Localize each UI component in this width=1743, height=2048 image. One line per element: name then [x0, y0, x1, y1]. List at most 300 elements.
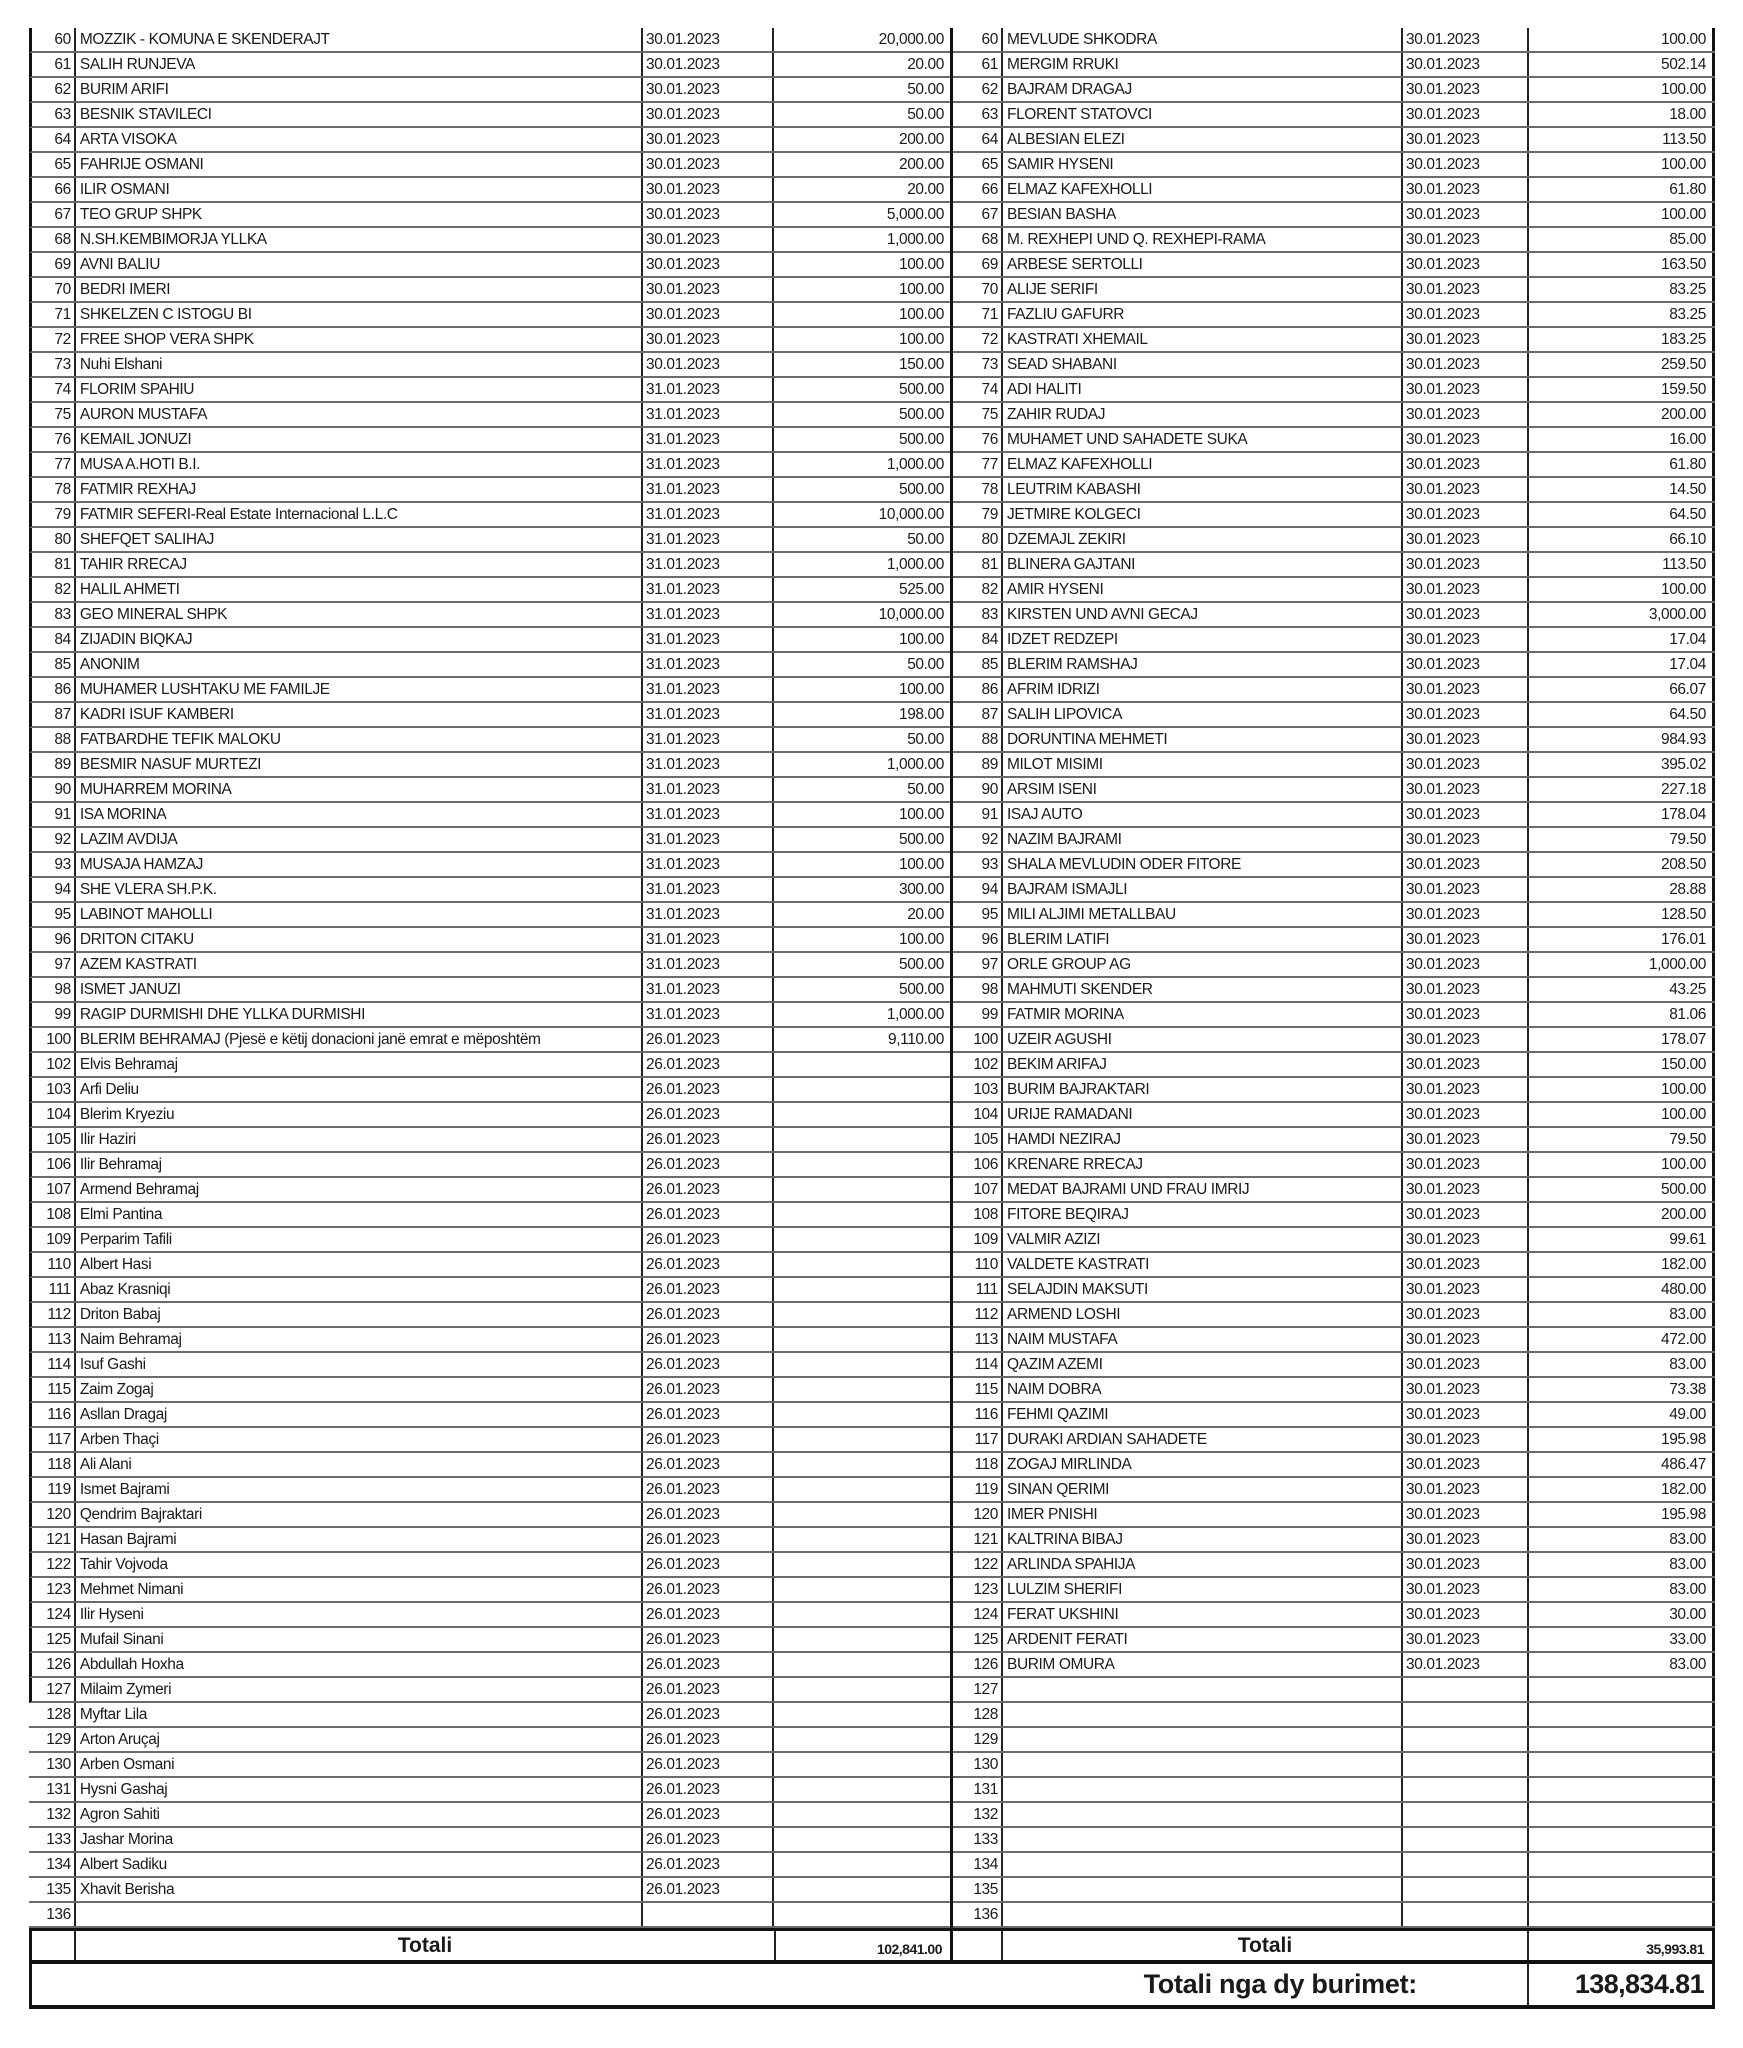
donation-date: 30.01.2023 [1403, 78, 1529, 101]
donation-amount: 100.00 [898, 331, 944, 348]
donor-name [1003, 1728, 1403, 1751]
row-number: 127 [953, 1678, 1003, 1701]
donation-amount: 18.00 [1529, 103, 1715, 126]
donation-date: 30.01.2023 [1403, 1128, 1529, 1151]
donor-name [76, 1903, 643, 1926]
donation-date: 26.01.2023 [643, 1128, 774, 1151]
donation-date: 31.01.2023 [643, 978, 774, 1001]
left-total-amount: 102,841.00 [876, 1941, 942, 1957]
donor-name: Zaim Zogaj [76, 1378, 643, 1401]
row-number: 90 [953, 778, 1003, 801]
donor-name: LAZIM AVDIJA [76, 828, 643, 851]
left-table-row [29, 1428, 950, 1453]
right-table-row [953, 128, 1715, 153]
donation-amount [774, 1803, 950, 1826]
right-table-row [953, 703, 1715, 728]
right-table-row [953, 378, 1715, 403]
donation-amount: 200.00 [1529, 403, 1715, 426]
donation-amount: 500.00 [898, 831, 944, 848]
donation-date: 30.01.2023 [1403, 1203, 1529, 1226]
donor-name: ZOGAJ MIRLINDA [1003, 1453, 1403, 1476]
donor-name: AFRIM IDRIZI [1003, 678, 1403, 701]
donor-name: GEO MINERAL SHPK [76, 603, 643, 626]
donation-amount: 113.50 [1529, 128, 1715, 151]
donation-date: 30.01.2023 [1403, 1253, 1529, 1276]
row-number: 125 [32, 1628, 76, 1651]
row-number: 93 [32, 853, 76, 876]
donation-date [1403, 1753, 1529, 1776]
donor-name: SALIH RUNJEVA [76, 53, 643, 76]
right-table-row [953, 1728, 1715, 1753]
donation-date: 30.01.2023 [1403, 253, 1529, 276]
donation-date: 31.01.2023 [643, 953, 774, 976]
right-table-row [953, 1028, 1715, 1053]
left-table-row [29, 253, 950, 278]
donor-name: Hysni Gashaj [76, 1778, 643, 1801]
row-number: 64 [32, 128, 76, 151]
donation-amount: 1,000.00 [886, 1006, 944, 1023]
donation-amount [774, 1453, 950, 1476]
right-table-row [953, 1228, 1715, 1253]
row-number: 132 [953, 1803, 1003, 1826]
donation-amount: 33.00 [1529, 1628, 1715, 1651]
donation-date: 26.01.2023 [643, 1153, 774, 1176]
donation-date: 26.01.2023 [643, 1678, 774, 1701]
donation-date: 30.01.2023 [1403, 1003, 1529, 1026]
donor-name: TAHIR RRECAJ [76, 553, 643, 576]
left-table-row [29, 1753, 950, 1778]
row-number: 131 [953, 1778, 1003, 1801]
donation-date: 30.01.2023 [1403, 1403, 1529, 1426]
row-number: 121 [32, 1528, 76, 1551]
donation-date: 30.01.2023 [1403, 1453, 1529, 1476]
donor-name: FATBARDHE TEFIK MALOKU [76, 728, 643, 751]
donation-amount: 20.00 [907, 906, 944, 923]
donor-name: DURAKI ARDIAN SAHADETE [1003, 1428, 1403, 1451]
donation-date: 31.01.2023 [643, 503, 774, 526]
donation-amount [774, 1703, 950, 1726]
donor-name [1003, 1703, 1403, 1726]
donor-name: DZEMAJL ZEKIRI [1003, 528, 1403, 551]
donation-amount: 198.00 [898, 706, 944, 723]
donation-amount: 100.00 [1529, 153, 1715, 176]
donation-amount: 178.04 [1529, 803, 1715, 826]
donation-date: 31.01.2023 [643, 378, 774, 401]
donor-name: M. REXHEPI UND Q. REXHEPI-RAMA [1003, 228, 1403, 251]
donation-date: 30.01.2023 [1403, 1503, 1529, 1526]
donation-amount: 176.01 [1529, 928, 1715, 951]
row-number: 94 [953, 878, 1003, 901]
row-number: 112 [32, 1303, 76, 1326]
donation-amount [774, 1828, 950, 1851]
row-number: 130 [953, 1753, 1003, 1776]
right-table-row [953, 978, 1715, 1003]
right-table-row [953, 353, 1715, 378]
row-number: 113 [953, 1328, 1003, 1351]
donor-name: SHEFQET SALIHAJ [76, 528, 643, 551]
donation-amount: 200.00 [898, 156, 944, 173]
right-table-row [953, 1303, 1715, 1328]
row-number: 119 [32, 1478, 76, 1501]
donation-amount: 10,000.00 [878, 506, 944, 523]
donation-date: 30.01.2023 [1403, 103, 1529, 126]
row-number: 63 [32, 103, 76, 126]
donor-name: KADRI ISUF KAMBERI [76, 703, 643, 726]
row-number: 62 [32, 78, 76, 101]
right-table-row [953, 1578, 1715, 1603]
donor-name: ARTA VISOKA [76, 128, 643, 151]
donation-amount: 28.88 [1529, 878, 1715, 901]
donor-name: Mufail Sinani [76, 1628, 643, 1651]
donor-name: ISA MORINA [76, 803, 643, 826]
row-number: 82 [953, 578, 1003, 601]
donation-amount: 14.50 [1529, 478, 1715, 501]
row-number: 102 [953, 1053, 1003, 1076]
donation-date: 26.01.2023 [643, 1453, 774, 1476]
right-table-row [953, 1528, 1715, 1553]
donation-date: 31.01.2023 [643, 753, 774, 776]
donation-amount [774, 1253, 950, 1276]
row-number: 111 [32, 1278, 76, 1301]
row-number: 95 [32, 903, 76, 926]
row-number: 66 [32, 178, 76, 201]
right-table-row [953, 778, 1715, 803]
donation-date: 30.01.2023 [1403, 128, 1529, 151]
donor-name: Isuf Gashi [76, 1353, 643, 1376]
donation-date: 31.01.2023 [643, 853, 774, 876]
right-table-row [953, 278, 1715, 303]
left-table-row [29, 1853, 950, 1878]
donation-date: 30.01.2023 [1403, 328, 1529, 351]
row-number: 70 [32, 278, 76, 301]
donor-name: MILI ALJIMI METALLBAU [1003, 903, 1403, 926]
row-number: 79 [953, 503, 1003, 526]
donation-date: 30.01.2023 [1403, 378, 1529, 401]
row-number: 61 [32, 53, 76, 76]
row-number: 110 [32, 1253, 76, 1276]
right-table-row [953, 1428, 1715, 1453]
donation-amount: 500.00 [898, 956, 944, 973]
donor-name: BESNIK STAVILECI [76, 103, 643, 126]
row-number: 123 [32, 1578, 76, 1601]
donation-date: 31.01.2023 [643, 453, 774, 476]
left-table-row [29, 978, 950, 1003]
right-table-row [953, 1078, 1715, 1103]
donation-date: 30.01.2023 [643, 103, 774, 126]
donor-name: SELAJDIN MAKSUTI [1003, 1278, 1403, 1301]
row-number: 98 [953, 978, 1003, 1001]
right-table-row [953, 828, 1715, 853]
donation-date: 30.01.2023 [643, 28, 774, 51]
donor-name: Xhavit Berisha [76, 1878, 643, 1901]
donation-date: 26.01.2023 [643, 1578, 774, 1601]
row-number: 132 [32, 1803, 76, 1826]
donation-date: 31.01.2023 [643, 678, 774, 701]
right-table-row [953, 903, 1715, 928]
donation-date: 30.01.2023 [643, 203, 774, 226]
right-table-row [953, 1328, 1715, 1353]
donation-date: 30.01.2023 [1403, 503, 1529, 526]
donation-amount [774, 1478, 950, 1501]
row-number: 71 [953, 303, 1003, 326]
row-number: 85 [32, 653, 76, 676]
donation-date: 30.01.2023 [1403, 453, 1529, 476]
donation-amount: 20.00 [907, 56, 944, 73]
right-table-row [953, 1378, 1715, 1403]
grand-total-label: Totali nga dy burimet: [32, 1964, 1529, 2005]
donation-amount [774, 1178, 950, 1201]
donation-date: 31.01.2023 [643, 1003, 774, 1026]
row-number: 122 [32, 1553, 76, 1576]
donation-date: 31.01.2023 [643, 903, 774, 926]
right-table-row [953, 253, 1715, 278]
donor-name: FAHRIJE OSMANI [76, 153, 643, 176]
row-number: 112 [953, 1303, 1003, 1326]
donation-amount [774, 1203, 950, 1226]
row-number: 123 [953, 1578, 1003, 1601]
donation-date: 26.01.2023 [643, 1053, 774, 1076]
right-table-row [953, 1903, 1715, 1928]
donor-name: ORLE GROUP AG [1003, 953, 1403, 976]
donation-amount: 200.00 [1529, 1203, 1715, 1226]
donor-name: N.SH.KEMBIMORJA YLLKA [76, 228, 643, 251]
donations-grid [29, 28, 1715, 1928]
row-number: 109 [32, 1228, 76, 1251]
row-number: 75 [953, 403, 1003, 426]
right-donations-table [950, 28, 1715, 1928]
row-number: 71 [32, 303, 76, 326]
donor-name: MEVLUDE SHKODRA [1003, 28, 1403, 51]
donor-name: SEAD SHABANI [1003, 353, 1403, 376]
row-number: 108 [953, 1203, 1003, 1226]
left-table-row [29, 703, 950, 728]
donation-date: 30.01.2023 [1403, 403, 1529, 426]
donation-amount [1529, 1778, 1715, 1801]
row-number: 135 [953, 1878, 1003, 1901]
row-number: 100 [953, 1028, 1003, 1051]
donor-name: NAZIM BAJRAMI [1003, 828, 1403, 851]
row-number: 104 [953, 1103, 1003, 1126]
donation-amount: 49.00 [1529, 1403, 1715, 1426]
left-table-row [29, 503, 950, 528]
donation-amount: 100.00 [898, 856, 944, 873]
left-table-row [29, 228, 950, 253]
donation-amount [1529, 1878, 1715, 1901]
donation-amount: 984.93 [1529, 728, 1715, 751]
donation-amount: 200.00 [898, 131, 944, 148]
donation-date: 26.01.2023 [643, 1103, 774, 1126]
donor-name: MUSA A.HOTI B.I. [76, 453, 643, 476]
donation-amount: 100.00 [1529, 78, 1715, 101]
donation-amount [1529, 1853, 1715, 1876]
left-table-row [29, 1778, 950, 1803]
donation-date: 26.01.2023 [643, 1553, 774, 1576]
donation-date: 30.01.2023 [643, 353, 774, 376]
left-table-row [29, 553, 950, 578]
row-number: 60 [32, 28, 76, 51]
row-number: 90 [32, 778, 76, 801]
donor-name: BURIM OMURA [1003, 1653, 1403, 1676]
donation-amount: 17.04 [1529, 628, 1715, 651]
donation-amount: 182.00 [1529, 1478, 1715, 1501]
donation-date: 26.01.2023 [643, 1203, 774, 1226]
row-number: 87 [32, 703, 76, 726]
donation-date: 30.01.2023 [1403, 153, 1529, 176]
donor-name: AZEM KASTRATI [76, 953, 643, 976]
donor-name: ARLINDA SPAHIJA [1003, 1553, 1403, 1576]
donor-name: ZAHIR RUDAJ [1003, 403, 1403, 426]
left-table-row [29, 1078, 950, 1103]
donation-amount: 3,000.00 [1529, 603, 1715, 626]
row-number: 91 [953, 803, 1003, 826]
donor-name: ARDENIT FERATI [1003, 1628, 1403, 1651]
left-table-row [29, 128, 950, 153]
row-number: 128 [953, 1703, 1003, 1726]
donor-name: Elmi Pantina [76, 1203, 643, 1226]
row-number: 99 [32, 1003, 76, 1026]
donor-name [1003, 1678, 1403, 1701]
donation-date: 26.01.2023 [643, 1628, 774, 1651]
row-number: 110 [953, 1253, 1003, 1276]
left-table-row [29, 1153, 950, 1178]
donor-name [1003, 1778, 1403, 1801]
donor-name: NAIM DOBRA [1003, 1378, 1403, 1401]
donation-amount [774, 1628, 950, 1651]
row-number: 72 [953, 328, 1003, 351]
donor-name: ISMET JANUZI [76, 978, 643, 1001]
donation-date: 30.01.2023 [1403, 878, 1529, 901]
left-table-row [29, 453, 950, 478]
donor-name: KEMAIL JONUZI [76, 428, 643, 451]
row-number: 105 [32, 1128, 76, 1151]
donation-date: 30.01.2023 [1403, 1053, 1529, 1076]
donor-name: SALIH LIPOVICA [1003, 703, 1403, 726]
donation-amount: 500.00 [1529, 1178, 1715, 1201]
donation-amount: 500.00 [898, 381, 944, 398]
donation-amount: 50.00 [907, 531, 944, 548]
right-table-row [953, 28, 1715, 53]
row-number: 116 [953, 1403, 1003, 1426]
donation-date: 31.01.2023 [643, 628, 774, 651]
donation-date: 31.01.2023 [643, 478, 774, 501]
left-table-row [29, 1453, 950, 1478]
row-number: 62 [953, 78, 1003, 101]
donation-amount: 500.00 [898, 481, 944, 498]
donation-amount [774, 1678, 950, 1701]
donation-amount [774, 1353, 950, 1376]
donation-date: 26.01.2023 [643, 1778, 774, 1801]
donation-date: 26.01.2023 [643, 1878, 774, 1901]
row-number: 133 [953, 1828, 1003, 1851]
donor-name: MAHMUTI SKENDER [1003, 978, 1403, 1001]
donation-amount [1529, 1753, 1715, 1776]
donation-amount: 100.00 [898, 931, 944, 948]
donation-amount: 50.00 [907, 656, 944, 673]
donor-name: Driton Babaj [76, 1303, 643, 1326]
donation-amount [774, 1728, 950, 1751]
donation-amount: 480.00 [1529, 1278, 1715, 1301]
donor-name [1003, 1903, 1403, 1926]
donation-amount: 9,110.00 [888, 1031, 944, 1048]
donation-amount: 64.50 [1529, 703, 1715, 726]
donor-name: Qendrim Bajraktari [76, 1503, 643, 1526]
donor-name: Albert Hasi [76, 1253, 643, 1276]
donation-date: 31.01.2023 [643, 778, 774, 801]
donor-name: LABINOT MAHOLLI [76, 903, 643, 926]
row-number: 99 [953, 1003, 1003, 1026]
right-table-row [953, 1778, 1715, 1803]
donation-amount [774, 1903, 950, 1926]
right-table-row [953, 528, 1715, 553]
donation-amount: 73.38 [1529, 1378, 1715, 1401]
donation-amount: 83.00 [1529, 1578, 1715, 1601]
right-table-row [953, 1878, 1715, 1903]
right-table-row [953, 603, 1715, 628]
donation-amount: 61.80 [1529, 453, 1715, 476]
donor-name: SINAN QERIMI [1003, 1478, 1403, 1501]
donation-date [643, 1903, 774, 1926]
donation-date: 30.01.2023 [1403, 728, 1529, 751]
left-table-row [29, 78, 950, 103]
row-number: 104 [32, 1103, 76, 1126]
donor-name: Jashar Morina [76, 1828, 643, 1851]
right-table-row [953, 1653, 1715, 1678]
donation-amount [1529, 1703, 1715, 1726]
donation-date: 30.01.2023 [1403, 1278, 1529, 1301]
donation-date: 30.01.2023 [1403, 853, 1529, 876]
left-table-row [29, 1003, 950, 1028]
donor-name: SHALA MEVLUDIN ODER FITORE [1003, 853, 1403, 876]
row-number: 80 [32, 528, 76, 551]
donation-date: 26.01.2023 [643, 1803, 774, 1826]
donor-name: FLORIM SPAHIU [76, 378, 643, 401]
donor-name: URIJE RAMADANI [1003, 1103, 1403, 1126]
donation-date: 30.01.2023 [1403, 478, 1529, 501]
donation-date: 26.01.2023 [643, 1753, 774, 1776]
row-number: 131 [32, 1778, 76, 1801]
right-table-row [953, 1603, 1715, 1628]
row-number: 115 [32, 1378, 76, 1401]
donor-name: MUHAMER LUSHTAKU ME FAMILJE [76, 678, 643, 701]
left-table-row [29, 1503, 950, 1528]
left-table-row [29, 603, 950, 628]
donation-date: 30.01.2023 [1403, 1428, 1529, 1451]
right-table-row [953, 1803, 1715, 1828]
left-table-row [29, 278, 950, 303]
donation-amount: 66.07 [1529, 678, 1715, 701]
row-number: 65 [953, 153, 1003, 176]
left-table-row [29, 628, 950, 653]
row-number: 135 [32, 1878, 76, 1901]
donation-amount: 100.00 [898, 806, 944, 823]
donor-name [1003, 1828, 1403, 1851]
donor-name: UZEIR AGUSHI [1003, 1028, 1403, 1051]
donor-name: SAMIR HYSENI [1003, 153, 1403, 176]
right-table-row [953, 1178, 1715, 1203]
row-number: 89 [32, 753, 76, 776]
donation-date: 30.01.2023 [1403, 778, 1529, 801]
left-table-row [29, 1178, 950, 1203]
right-table-row [953, 53, 1715, 78]
left-table-row [29, 1828, 950, 1853]
left-table-row [29, 828, 950, 853]
donation-date [1403, 1878, 1529, 1901]
donation-date [1403, 1678, 1529, 1701]
donor-name: Naim Behramaj [76, 1328, 643, 1351]
row-number: 78 [953, 478, 1003, 501]
donor-name [1003, 1878, 1403, 1901]
right-table-row [953, 328, 1715, 353]
